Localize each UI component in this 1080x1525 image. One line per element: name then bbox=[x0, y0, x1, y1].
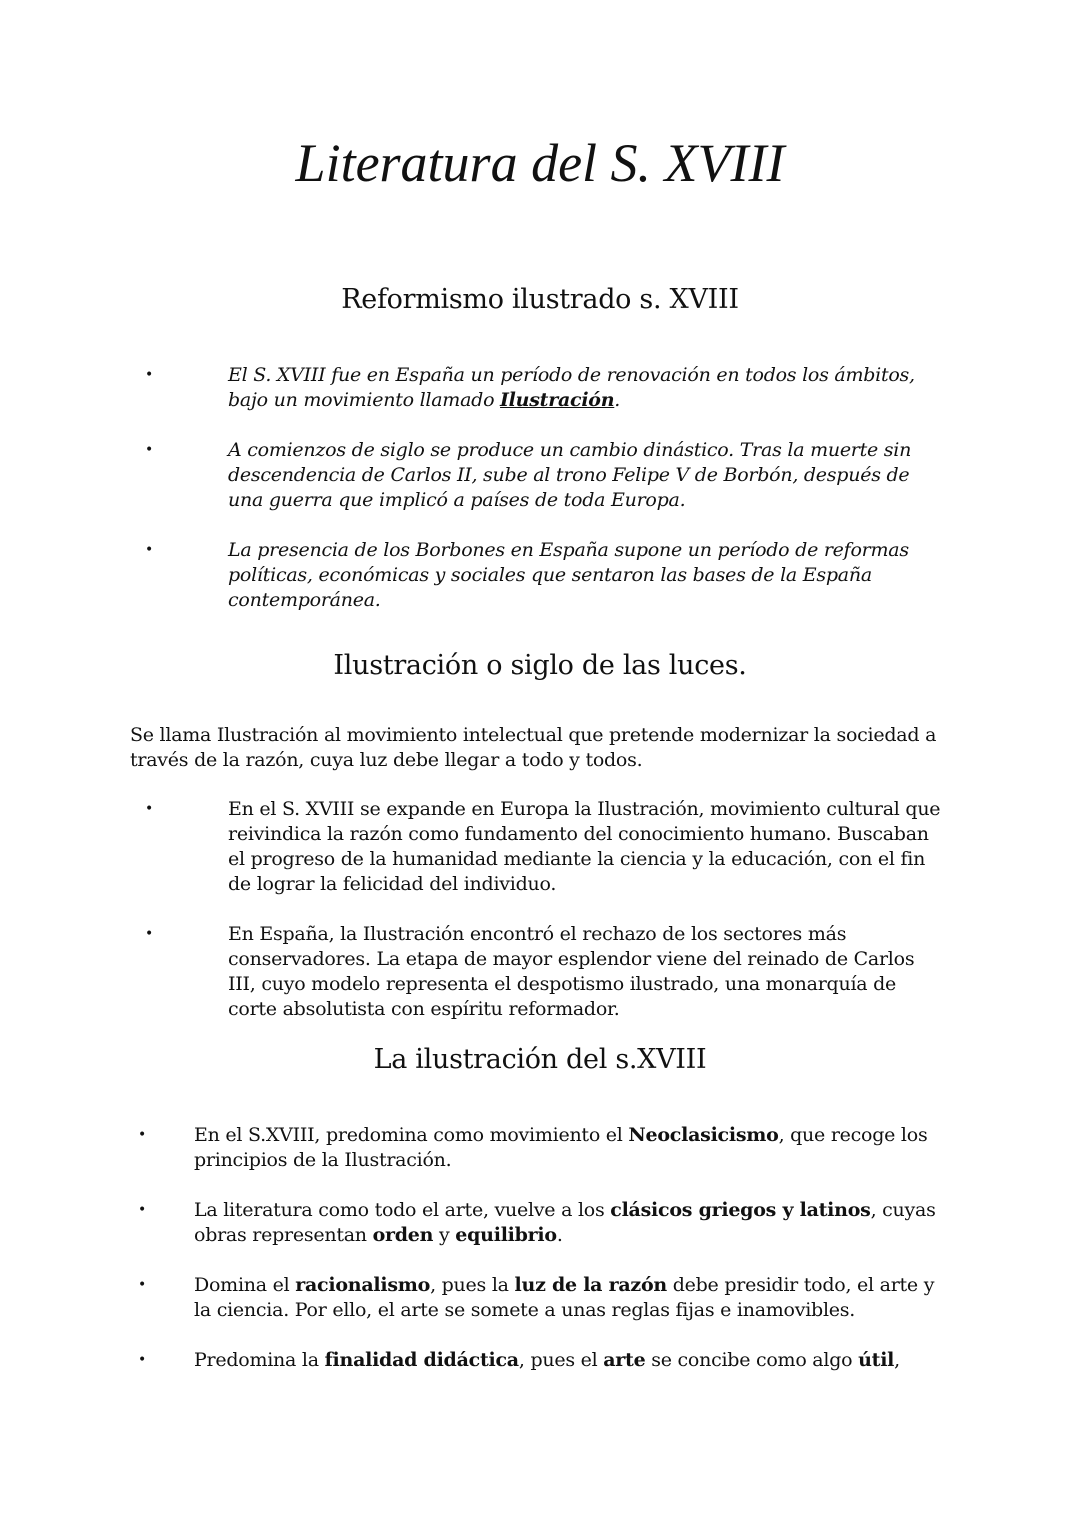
ilustracion-emphasis: Ilustración bbox=[500, 389, 615, 411]
bullet-icon: • bbox=[145, 926, 154, 942]
bullet-icon: • bbox=[138, 1127, 147, 1143]
reformismo-list bbox=[145, 363, 945, 613]
bullet-icon: • bbox=[145, 367, 154, 383]
bullet-icon: • bbox=[145, 542, 154, 558]
list-item: • Predomina la finalidad didáctica, pues el arte se concibe como algo útil, bbox=[138, 1349, 900, 1371]
list-item: • A comienzos de siglo se produce un cambio dinástico. Tras la muerte sin descendencia de Carlos II, sube al trono Felipe V de Borbón, después de una guerra que implicó a países de toda Europa. bbox=[145, 439, 912, 511]
list-item: • La literatura como todo el arte, vuelve a los clásicos griegos y latinos, cuyas obras representan orden y equilibrio. bbox=[138, 1199, 936, 1246]
ilustracion-list bbox=[145, 797, 945, 1022]
list-item: • En el S. XVIII se expande en Europa la Ilustración, movimiento cultural que reivindica la razón como fundamento del conocimiento humano. Buscaban el progreso de la humanidad mediante la ciencia y la educación, con el fin de lograr la felicidad del individuo. bbox=[145, 798, 941, 895]
list-item: • La presencia de los Borbones en España supone un período de reformas políticas, económicas y sociales que sentaron las bases de la España contemporánea. bbox=[145, 539, 909, 611]
neoclasicismo-list bbox=[138, 1123, 948, 1373]
list-item: • En el S.XVIII, predomina como movimiento el Neoclasicismo, que recoge los principios de la Ilustración. bbox=[138, 1124, 928, 1171]
list-item: • En España, la Ilustración encontró el rechazo de los sectores más conservadores. La etapa de mayor esplendor viene del reinado de Carlos III, cuyo modelo representa el despotismo ilustrado, una monarquía de corte absolutista con espíritu reformador. bbox=[145, 923, 915, 1020]
section-heading-reformismo: Reformismo ilustrado s. XVIII bbox=[341, 284, 739, 315]
section-heading-ilustracion-sxviii: La ilustración del s.XVIII bbox=[373, 1044, 707, 1075]
bullet-icon: • bbox=[138, 1277, 147, 1293]
bullet-icon: • bbox=[138, 1202, 147, 1218]
bullet-icon: • bbox=[145, 442, 154, 458]
section-heading-ilustracion: Ilustración o siglo de las luces. bbox=[333, 650, 747, 681]
list-item: • El S. XVIII fue en España un período de renovación en todos los ámbitos, bajo un movimiento llamado Ilustración. bbox=[145, 364, 915, 411]
ilustracion-intro: Se llama Ilustración al movimiento intelectual que pretende modernizar la sociedad a través de la razón, cuya luz debe llegar a todo y todos. bbox=[130, 724, 937, 771]
list-item: • Domina el racionalismo, pues la luz de la razón debe presidir todo, el arte y la ciencia. Por ello, el arte se somete a unas reglas fijas e inamovibles. bbox=[138, 1274, 935, 1321]
bullet-icon: • bbox=[145, 801, 154, 817]
document-title: Literatura del S. XVIII bbox=[295, 133, 785, 193]
bullet-icon: • bbox=[138, 1352, 147, 1368]
